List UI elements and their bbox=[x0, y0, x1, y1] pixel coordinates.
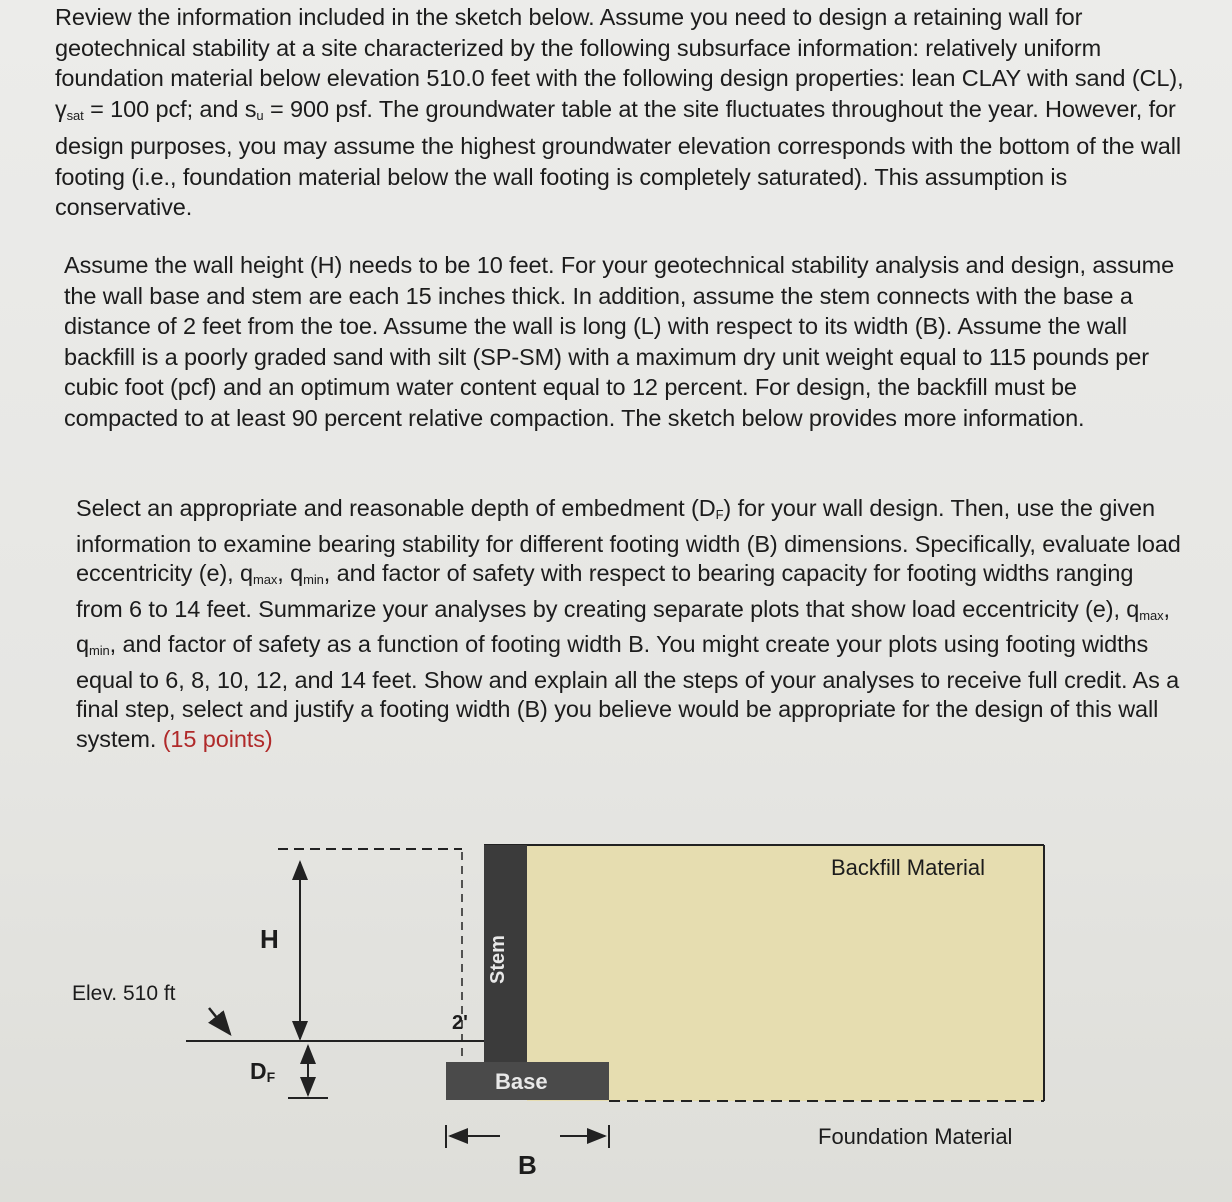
width-label: B bbox=[518, 1150, 537, 1180]
foundation-label: Foundation Material bbox=[818, 1124, 1013, 1149]
points-label: (15 points) bbox=[162, 725, 273, 752]
stem-label: Stem bbox=[487, 935, 509, 984]
height-label: H bbox=[260, 924, 279, 954]
base-label: Base bbox=[495, 1069, 548, 1094]
backfill-label: Backfill Material bbox=[831, 855, 986, 880]
elevation-pointer bbox=[209, 1008, 230, 1034]
embedment-label: $D_F$ bbox=[250, 1058, 276, 1085]
toe-offset-label: 2' bbox=[452, 1012, 468, 1034]
problem-paragraph-1: Review the information included in the sketch below. Assume you need to design a retaining wall for geotechnical stability at a site characterized by the following subsurface information: relatively uniform foundation material below elevation 510.0 feet with the following design properties: lean CLAY with sand (CL), $\gamma_{sat} = 100$ pcf; and $s_u = 900$ psf. The groundwater table at the site fluctuates throughout the year. However, for design purposes, you may assume the highest groundwater elevation corresponds with the bottom of the wall footing (i.e., foundation material below the wall footing is completely saturated). This assumption is conservative. bbox=[55, 4, 1184, 220]
problem-paragraph-2: Assume the wall height (H) needs to be 10 feet. For your geotechnical stability analysis and design, assume the wall base and stem are each 15 inches thick. In addition, assume the stem connects with the base a distance of 2 feet from the toe. Assume the wall is long (L) with respect to its width (B). Assume the wall backfill is a poorly graded sand with silt (SP-SM) with a maximum dry unit weight equal to 115 pounds per cubic foot (pcf) and an optimum water content equal to 12 percent. For design, the backfill must be compacted to at least 90 percent relative compaction. The sketch below provides more information. bbox=[64, 252, 1175, 431]
elevation-label: Elev. 510 ft bbox=[72, 982, 176, 1005]
problem-paragraph-3: Select an appropriate and reasonable depth of embedment $(D_F)$ for your wall design. Then, use the given information to examine bearing stability for different footing width (B) dimensions. Specifically, evaluate load eccentricity (e), $q_{max}$, $q_{min}$, and factor of safety with respect to bearing capacity for footing widths ranging from 6 to 14 feet. Summarize your analyses by creating separate plots that show load eccentricity (e), $q_{max}$, $q_{min}$, and factor of safety as a function of footing width B. You might create your plots using footing widths equal to 6, 8, 10, 12, and 14 feet. Show and explain all the steps of your analyses to receive full credit. As a final step, select and justify a footing width (B) you believe would be appropriate for the design of this wall system. (15 points) bbox=[76, 495, 1181, 752]
